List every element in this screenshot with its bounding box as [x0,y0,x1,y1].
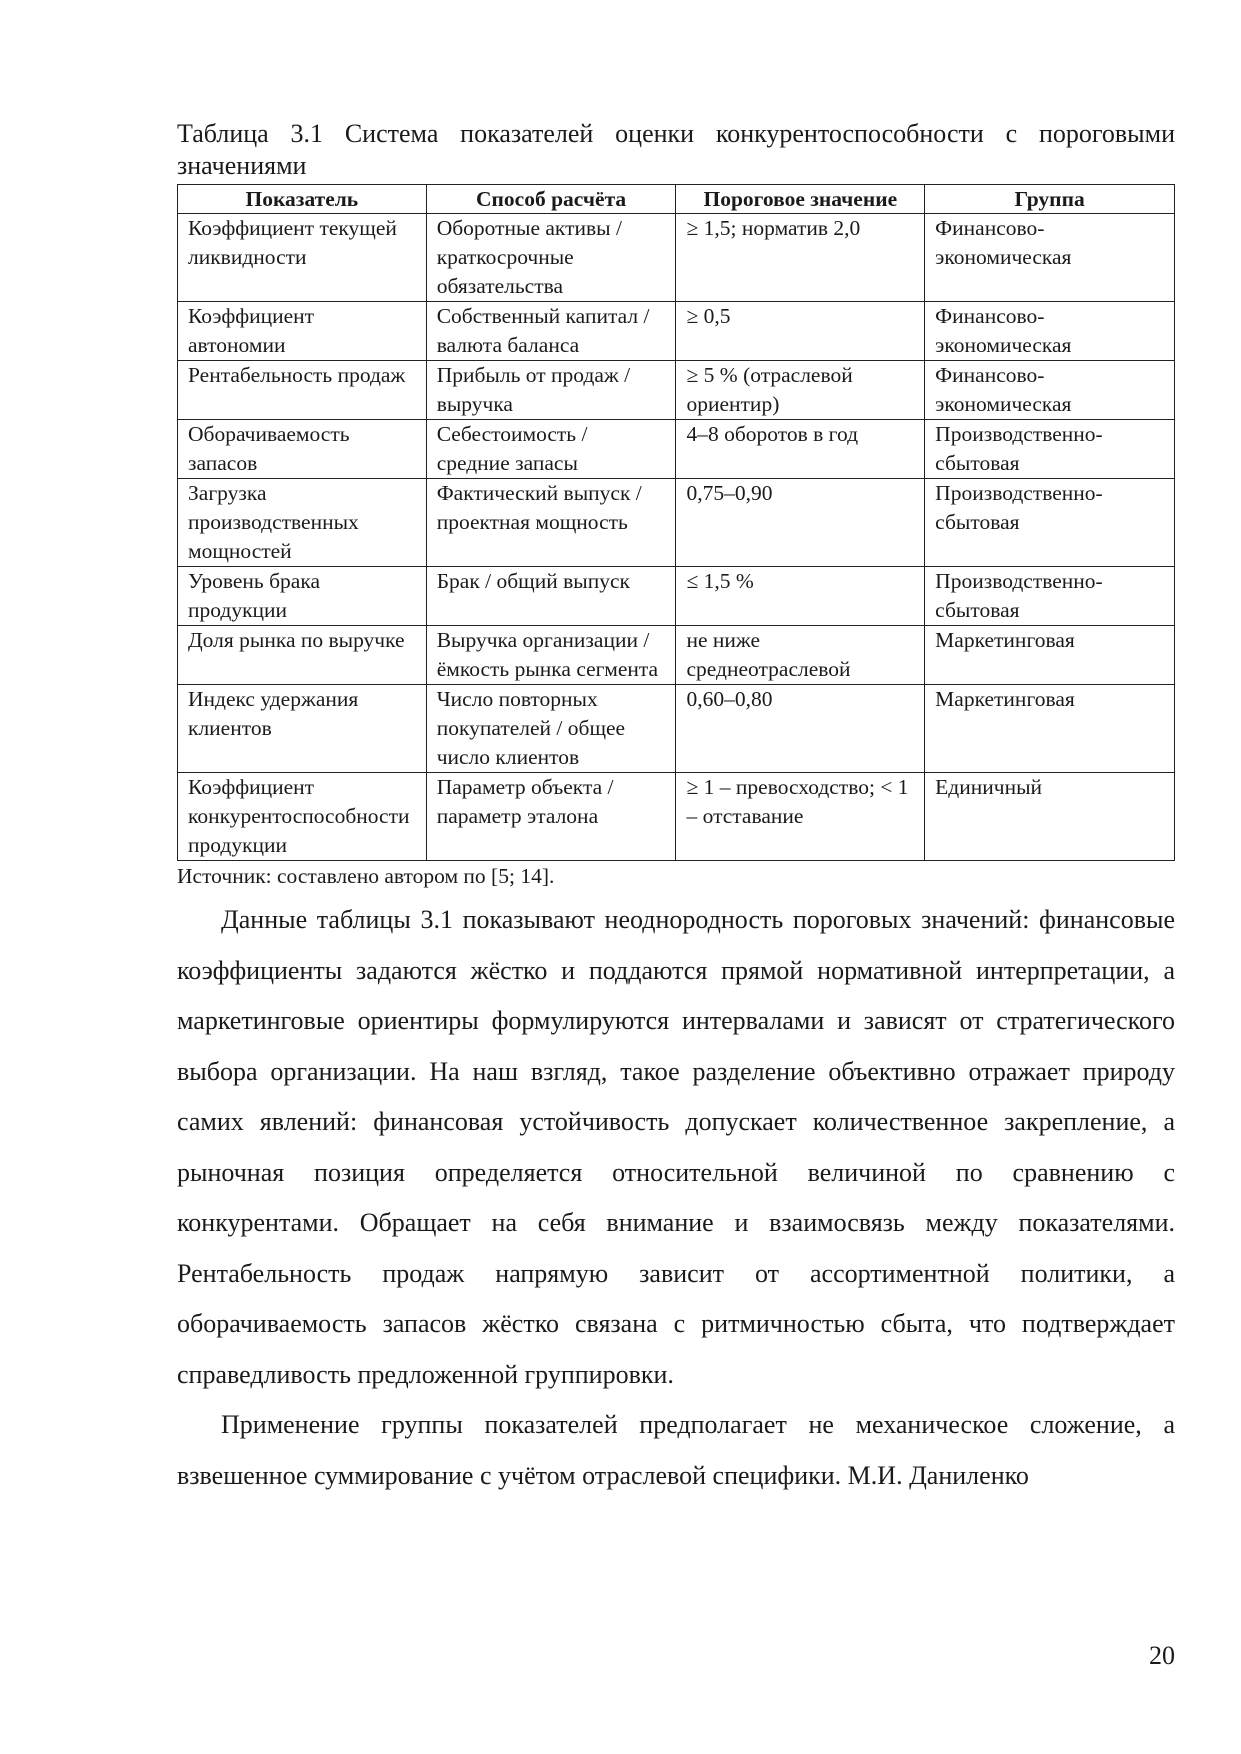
cell-indicator: Коэффициент автономии [178,302,427,361]
cell-threshold: ≥ 1 – превосходство; < 1 – отставание [676,773,925,861]
cell-method: Параметр объекта / параметр эталона [426,773,676,861]
cell-group: Производственно-сбытовая [925,567,1175,626]
cell-group: Маркетинговая [925,685,1175,773]
header-indicator: Показатель [178,185,427,214]
document-page [177,118,1175,1501]
table-row [178,420,1175,479]
cell-threshold: 0,60–0,80 [676,685,925,773]
cell-method: Прибыль от продаж / выручка [426,361,676,420]
cell-indicator: Индекс удержания клиентов [178,685,427,773]
cell-threshold: ≥ 0,5 [676,302,925,361]
indicators-table [177,184,1175,861]
cell-indicator: Коэффициент текущей ликвидности [178,214,427,302]
cell-group: Производственно-сбытовая [925,420,1175,479]
body-paragraph: Применение группы показателей предполагает не механическое сложение, а взвешенное суммирование с учётом отраслевой специфики. М.И. Даниленко [177,1410,1175,1490]
cell-group: Единичный [925,773,1175,861]
cell-threshold: 0,75–0,90 [676,479,925,567]
cell-threshold: не ниже среднеотраслевой [676,626,925,685]
cell-method: Число повторных покупателей / общее число клиентов [426,685,676,773]
cell-method: Собственный капитал / валюта баланса [426,302,676,361]
table-row [178,302,1175,361]
table-source-note: Источник: составлено автором по [5; 14]. [177,864,555,888]
table-row [178,567,1175,626]
cell-indicator: Уровень брака продукции [178,567,427,626]
table-caption: Таблица 3.1 Система показателей оценки конкурентоспособности с пороговыми значениями [177,119,1175,180]
cell-indicator: Оборачиваемость запасов [178,420,427,479]
cell-indicator: Коэффициент конкурентоспособности продукции [178,773,427,861]
cell-threshold: ≥ 5 % (отраслевой ориентир) [676,361,925,420]
cell-group: Финансово-экономическая [925,302,1175,361]
cell-method: Брак / общий выпуск [426,567,676,626]
table-row [178,626,1175,685]
cell-group: Финансово-экономическая [925,214,1175,302]
cell-group: Финансово-экономическая [925,361,1175,420]
cell-threshold: ≤ 1,5 % [676,567,925,626]
cell-group: Производственно-сбытовая [925,479,1175,567]
header-calculation-method: Способ расчёта [426,185,676,214]
page-number: 20 [1149,1641,1175,1670]
cell-indicator: Загрузка производственных мощностей [178,479,427,567]
cell-group: Маркетинговая [925,626,1175,685]
cell-method: Фактический выпуск / проектная мощность [426,479,676,567]
table-row [178,685,1175,773]
table-row [178,361,1175,420]
cell-indicator: Доля рынка по выручке [178,626,427,685]
cell-indicator: Рентабельность продаж [178,361,427,420]
table-row [178,214,1175,302]
cell-threshold: 4–8 оборотов в год [676,420,925,479]
cell-method: Выручка организации / ёмкость рынка сегмента [426,626,676,685]
cell-threshold: ≥ 1,5; норматив 2,0 [676,214,925,302]
table-row [178,479,1175,567]
cell-method: Оборотные активы / краткосрочные обязательства [426,214,676,302]
header-group: Группа [925,185,1175,214]
body-paragraph: Данные таблицы 3.1 показывают неоднородность пороговых значений: финансовые коэффициенты задаются жёстко и поддаются прямой нормативной интерпретации, а маркетинговые ориентиры формулируются интервалами и зависят от стратегического выбора организации. На наш взгляд, такое разделение объективно отражает природу самих явлений: финансовая устойчивость допускает количественное закрепление, а рыночная позиция определяется относительной величиной по сравнению с конкурентами. Обращает на себя внимание и взаимосвязь между показателями. Рентабельность продаж напрямую зависит от ассортиментной политики, а оборачиваемость запасов жёстко связана с ритмичностью сбыта, что подтверждает справедливость предложенной группировки. [177,905,1175,1389]
table-header-row [178,185,1175,214]
cell-method: Себестоимость / средние запасы [426,420,676,479]
table-row [178,773,1175,861]
header-threshold: Пороговое значение [676,185,925,214]
